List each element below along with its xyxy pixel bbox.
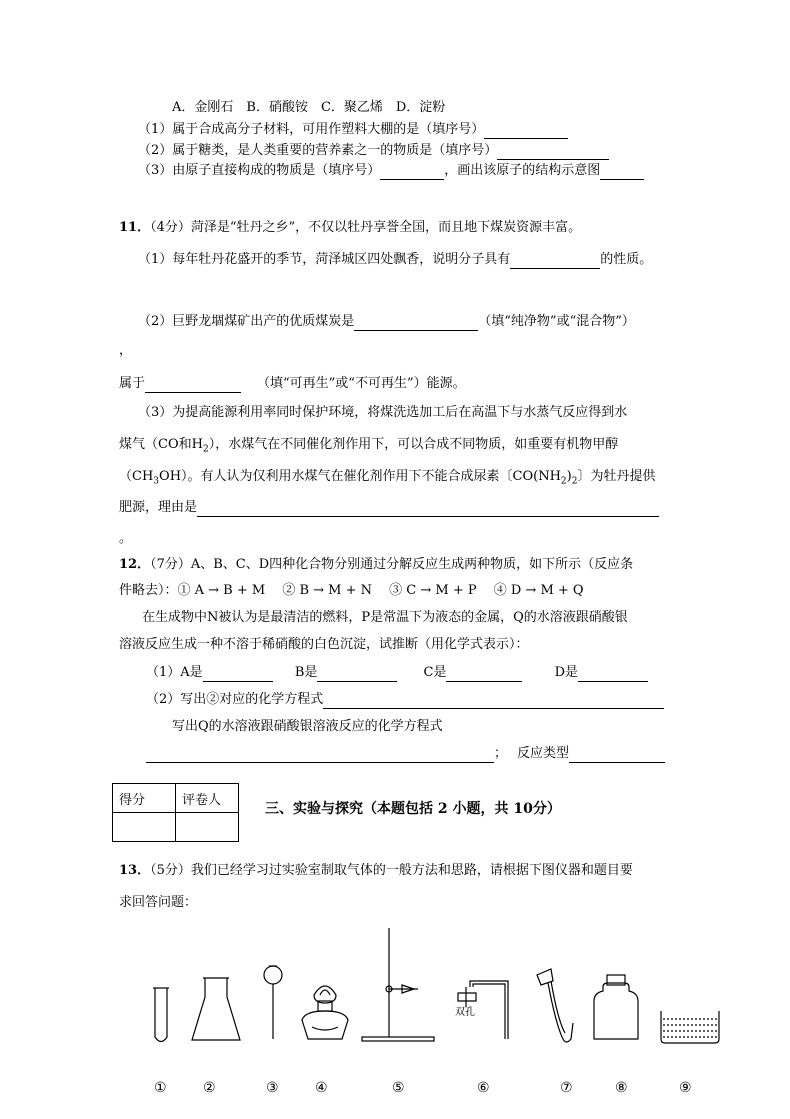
delivery-tube-icon (537, 969, 573, 1042)
q12-l3: 在生成物中N被认为是最清洁的燃料，P是常温下为液态的金属，Q的水溶液跟硝酸银 (142, 610, 628, 625)
answer-blank[interactable] (146, 748, 494, 763)
score-cell[interactable] (113, 813, 176, 842)
apparatus-number: ⑤ (392, 1080, 405, 1096)
answer-blank-a[interactable] (203, 667, 273, 682)
gas-bottle-icon (594, 975, 638, 1039)
apparatus-number: ⑥ (477, 1080, 490, 1096)
apparatus-number: ① (154, 1080, 167, 1096)
conical-flask-icon (192, 978, 240, 1040)
q11-sub3-l2: 煤气（CO和$H_2$），水煤气在不同催化剂作用下，可以合成不同物质，如重要有机物甲醇 (119, 437, 619, 455)
q10-options: A．金刚石 B．硝酸铵 C．聚乙烯 D．淀粉 (172, 100, 446, 115)
q12-l4: 溶液反应生成一种不溶于稀硝酸的白色沉淀，试推断（用化学式表示）： (119, 637, 529, 652)
apparatus-number: ④ (315, 1080, 328, 1096)
shuangkong-label: 双孔 (455, 1007, 475, 1018)
q11-comma: ， (119, 343, 133, 358)
answer-blank[interactable] (354, 316, 478, 331)
answer-blank[interactable] (600, 165, 644, 180)
q11-sub1: （1）每年牡丹花盛开的季节，菏泽城区四处飘香，说明分子具有 的性质。 (138, 252, 653, 267)
q11-sub3-l4: 肥源，理由是 (119, 499, 659, 517)
score-table (112, 783, 239, 842)
q10-sub1: （1）属于合成高分子材料，可用作塑料大棚的是（填序号） (138, 121, 568, 139)
q10-sub2: （2）属于糖类，是人类重要的营养素之一的物质是（填序号） (138, 142, 609, 160)
q11-sub2-cont: 属于 （填“可再生”或“不可再生”）能源。 (119, 376, 466, 391)
q12-head: 12．（7分）A、B、C、D四种化合物分别通过分解反应生成两种物质，如下所示（反应条 (119, 557, 634, 572)
q12-l8: ； 反应类型 (146, 745, 665, 763)
q11-sub2: （2）巨野龙堌煤矿出产的优质煤炭是 （填“纯净物”或“混合物”） (138, 314, 635, 329)
alcohol-lamp-icon (302, 986, 348, 1039)
q11-sub3-l1: （3）为提高能源利用率同时保护环境，将煤洗选加工后在高温下与水蒸气反应得到水 (138, 405, 628, 420)
answer-blank-b[interactable] (317, 667, 397, 682)
q13-head: 13．（5分）我们已经学习过实验室制取气体的一般方法和思路，请根据下图仪器和题目要 (119, 863, 633, 878)
answer-blank[interactable] (484, 124, 568, 139)
answer-blank[interactable] (497, 145, 609, 160)
section-title: 三、实验与探究（本题包括 2 小题，共 10分） (265, 801, 561, 817)
q12-reactions: 件略去）：① A → B + M ② B → M + N ③ C → M + P ④ D → M + Q (119, 583, 584, 598)
answer-blank[interactable] (197, 502, 659, 517)
apparatus-number: ⑧ (615, 1080, 628, 1096)
grader-header: 评卷人 (176, 784, 239, 813)
apparatus-number: ⑦ (560, 1080, 573, 1096)
test-tube-icon (153, 988, 169, 1042)
q11-end: 。 (119, 531, 133, 546)
q12-l7: 写出Q的水溶液跟硝酸银溶液反应的化学方程式 (172, 719, 443, 734)
answer-blank-c[interactable] (446, 667, 522, 682)
q11-head: 11．（4分）菏泽是“牡丹之乡”，不仅以牡丹享誉全国，而且地下煤炭资源丰富。 (119, 220, 582, 235)
water-trough-icon (661, 1011, 719, 1043)
answer-blank[interactable] (569, 748, 665, 763)
answer-blank[interactable] (145, 378, 241, 393)
apparatus-number: ⑨ (679, 1080, 692, 1096)
separatory-funnel-icon (264, 966, 282, 1039)
q12-l5: （1）A是 B是 C是 D是 (146, 664, 648, 682)
answer-blank[interactable] (380, 165, 444, 180)
apparatus-number: ② (203, 1080, 216, 1096)
score-header: 得分 (113, 784, 176, 813)
iron-stand-icon (362, 928, 434, 1041)
apparatus-figure (0, 915, 790, 1055)
answer-blank[interactable] (510, 254, 600, 269)
grader-cell[interactable] (176, 813, 239, 842)
answer-blank-d[interactable] (578, 667, 648, 682)
q10-sub3: （3）由原子直接构成的物质是（填序号） ，画出该原子的结构示意图 (138, 162, 644, 180)
q11-sub3-l3: $(CH_3OH)$。有人认为仅利用水煤气在催化剂作用下不能合成尿素〔$CO(NH_2)_2$〕为牡丹提供 (119, 469, 656, 487)
answer-blank[interactable] (323, 694, 664, 709)
q13-l2: 求回答问题： (119, 895, 198, 910)
q12-l6: （2）写出②对应的化学方程式 (146, 691, 664, 709)
apparatus-number: ③ (266, 1080, 279, 1096)
